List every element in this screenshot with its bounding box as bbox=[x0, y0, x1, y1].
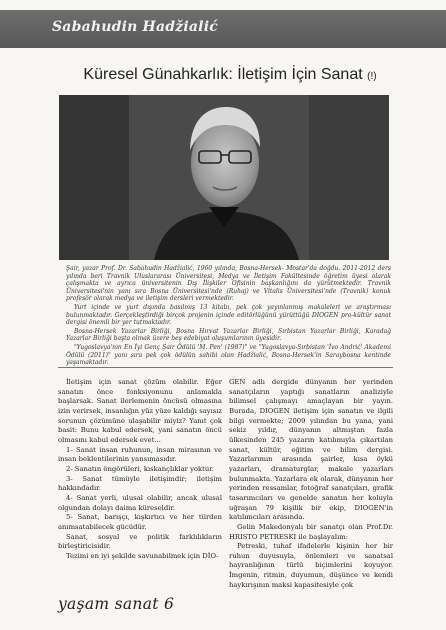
text-column-right bbox=[229, 378, 393, 589]
article-title bbox=[40, 64, 420, 88]
body-paragraph: 3- Sanat tümüyle iletişimdir; iletişim hakkındadır. bbox=[58, 474, 222, 493]
body-paragraph: 5- Sanat, barışçı, kışkırtıcı ve her türden anımsatabilecek gücüdür. bbox=[58, 513, 222, 531]
magazine-footer: yaşam sanat 6 bbox=[58, 595, 175, 613]
author-banner bbox=[0, 10, 446, 48]
body-paragraph: Sanat, sosyal ve politik farklılıkların birleştiricisidir. bbox=[58, 532, 222, 551]
body-paragraph: GEN adlı dergide dünyanın her yerinden sanatçıların yaptığı sanatların analiziyle bilimsel çalışmayı amaçlayan bir yayın. Burada, DIOGEN iletişim için sanatın ve ilgili bilgi vermekte; 2009 yılından bu yana, yani sekiz yıldır, dünyanın altmıştan fazla ülkesinden 245 yazarın katılımıyla çıkartılan sanat, kültür, eğitim ve bilim dergisi. Yazarlarımın arasında şairler, kısa öykü yazarları, dramaturglar, makale yazarları bulunmakta. Yazarlara ek olarak, dünyanın her yerinden ressamlar, fotoğraf sanatçıları, grafik tasarımcıları ve genelde sanatın her koluyla uğraşan 79 kişilik bir ekip, DIOGEN'in katılımcıları arasında. bbox=[229, 378, 393, 522]
author-photo bbox=[59, 95, 389, 260]
article-title-note: (!) bbox=[367, 71, 377, 82]
body-paragraph: Gelin Makedonyalı bir sanatçı olan Prof.Dr. HRISTO PETRESKI ile başlayalım: bbox=[229, 522, 393, 541]
author-name: Sabahudin Hadžialić bbox=[52, 19, 218, 35]
body-paragraph: Petreski, tuhaf ifadelerle kişinin her bir ruhun duyusuyla, önlemleri ve sanatsal hayranlığının türlü biçimlerini koyuyor. İmgenin, ritmin, duyumun, düşünce ve kendi haykırışının maksi kapasitesiyle çok bbox=[229, 542, 393, 589]
body-paragraph: 4- Sanat yerli, ulusal olabilir, ancak ulusal olgundan dolayı daima küreseldir. bbox=[58, 493, 222, 512]
section-divider bbox=[58, 367, 393, 368]
bio-paragraph: "Yugoslavya'nın En İyi Genç Şair Ödülü 'M. Pen' (1987)" ve "Yugoslavya-Sırbistan 'İvo Andrić' Akademi Ödülü (2011)" yanı sıra pek çok ödülün sahibi olan Hadžialić, Bosna-Hersek'in Saraybosna kentinde yaşamaktadır. bbox=[66, 343, 391, 367]
bio-paragraph: Şair, yazar Prof. Dr. Sabahudin Hadžialić, 1960 yılında, Bosna-Hersek- Mostar'da doğdu. 2011-2012 ders yılında beri Travnik Uluslararası Üniversitesi, Medya ve İletişim Fakültesinde öğretim üyesi olarak çalışmakta ve ayrıca üniversitenin Dış İlişkiler Ofisinin başkanlığını da yürütmektedir. Travnik Üniversitesi'nin yanı sıra Bosna Üniversitesi'nde (Ruhaj) ve Vitalis Üniversitesi'nde (Travnik) konuk profesör olarak medya ve iletişim dersleri vermektedir. bbox=[66, 265, 391, 303]
author-portrait-image bbox=[59, 95, 389, 260]
text-column-left bbox=[58, 378, 222, 574]
body-paragraph: 1- Sanat insan ruhunun, insan mirasının ve insan beklentilerinin yansımasıdır. bbox=[58, 445, 222, 464]
author-bio bbox=[66, 265, 391, 368]
article-title-text: Küresel Günahkarlık: İletişim İçin Sanat bbox=[83, 66, 363, 83]
body-paragraph: Tezimi en iyi şekilde savunabilmek için DİO- bbox=[66, 551, 219, 560]
bio-paragraph: Bosna-Hersek Yazarlar Birliği, Bosna Hırvat Yazarlar Birliği, Sırbistan Yazarlar Birliği, Karadağ Yazarlar Birliği başta olmak üzere beş edebiyat oluşumlarının üyesidir. bbox=[66, 327, 391, 343]
body-paragraph: 2- Sanatın öngörüleri, kıskançlıklar yoktur. bbox=[66, 464, 214, 473]
body-paragraph: İletişim için sanat çözüm olabilir. Eğer sanatın önce fonksiyonunu anlamakla başlarsak. Sanat ilerlemenin öncüsü olmasına izin verirsek, insanlığın yüz yüze kaldığı sayısız sorunun çözümüne ulaşabilir miyiz? Yanıt çok basit: Bunu kabul edersek, yani sanatın öncü olmasını kabul edersek evet... bbox=[58, 378, 222, 444]
bio-paragraph: Yurt içinde ve yurt dışında basılmış 13 kitabı, pek çok yayınlanmış makaleleri ve araştırması bulunmaktadır. Gerçekleştirdiği birçok projenin içinde editörlüğünü yürüttüğü DIOGEN pro-kültür sanat dergisi önemli bir yer tutmaktadır. bbox=[66, 303, 391, 327]
